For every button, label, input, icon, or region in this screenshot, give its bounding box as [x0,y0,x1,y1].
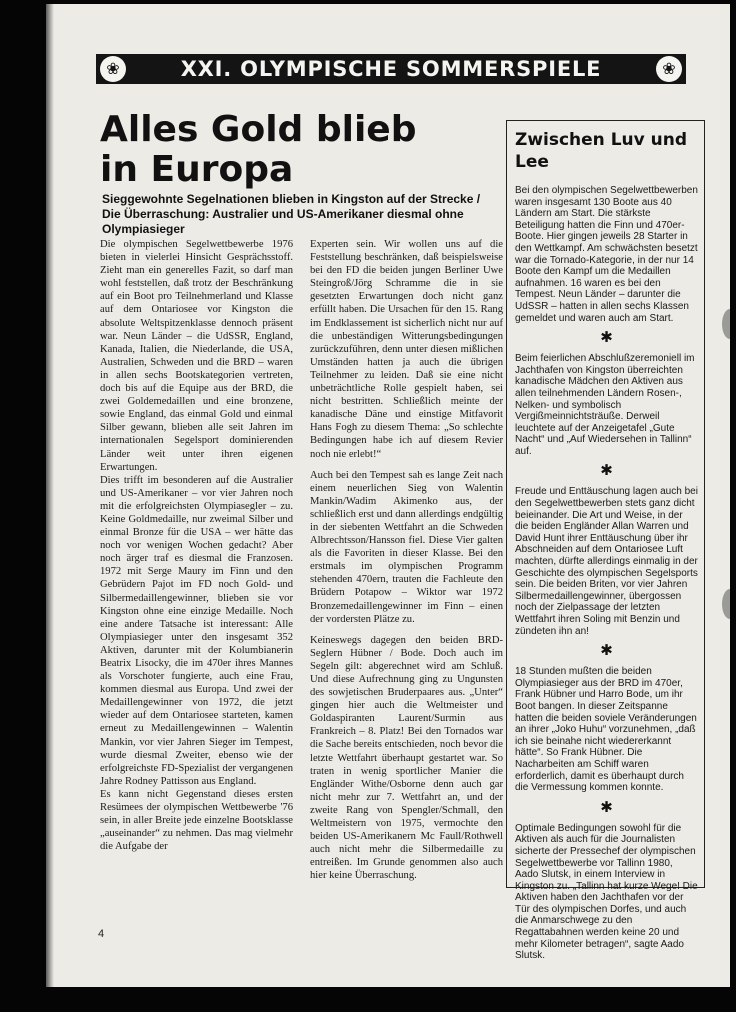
asterisk-separator: ✱ [600,797,613,816]
asterisk-separator: ✱ [600,461,613,480]
sidebar-title: Zwischen Luv und Lee [515,130,688,172]
article-subhead: Sieggewohnte Segelnationen blieben in Kingston auf der Strecke / Die Überraschung: Australier und US-Amerikaner diesmal ohne Olympiasieger [102,192,481,236]
binder-hole [722,589,730,619]
article-paragraph: Dies trifft im besonderen auf die Australier und US-Amerikaner – vor vier Jahren noch mit die erfolgreichsten Olympiasegler – zu. Keine Goldmedaille, nur zweimal Silber und einmal Bronze für die USA – wer hätte das noch vor wenigen Wochen gedacht? Aber noch ärger traf es diesmal die Franzosen. 1972 mit Serge Maury im Finn und den Gebrüdern Pajot im FD noch Gold- und Silbermedaillengewinner, blieben sie vor Kingston ohne eine einzige Medaille. Noch eine andere Tatsache ist interessant: Alle Olympiasieger unter den insgesamt 352 Aktiven, darunter mit der Kolumbianerin Beatrix Lisocky, die im 470er ihres Mannes als Vorschoter fungierte, auch eine Frau, kommen diesmal aus Europa. Und zwei der Medaillengewinner von 1972, die jetzt wieder auf dem Ontariosee starteten, kamen erneut zu Medaillengewinnen – Walentin Mankin, vor vier Jahren Sieger im Tempest, wurde diesmal Zweiter, ebenso wie der erfolgreichste FD-Spezialist der vergangenen Jahre Rodney Pattisson aus England. [100,474,293,787]
asterisk-separator: ✱ [600,328,613,347]
sidebar-paragraph: Beim feierlichen Abschlußzeremoniell im Jachthafen von Kingston überreichten kanadische Mädchen den Aktiven aus allen teilnehmenden Ländern Rosen-, Nelken- und symbolisch Vergißmeinnichtsträuße. Derweil leuchtete auf der Anzeigetafel „Gute Nacht“ und „Auf Wiedersehen in Tallinn“ auf. [515,353,695,457]
article-paragraph: Die olympischen Segelwettbewerbe 1976 bieten in vielerlei Hinsicht Gesprächsstoff. Zieht man ein generelles Fazit, so darf man wohl feststellen, daß trotz der Beschränkung auf ein Boot pro Teilnehmerland und Klasse auf dem Ontariosee vor Kingston die absolute Weltspitzenklasse dennoch präsent war. Neun Länder – die UdSSR, England, Kanada, Italien, die Niederlande, die USA, Australien, Schweden und die BRD – waren in allen sechs Bootskategorien vertreten, doch bis auf die Equipe aus der BRD, die zwei Goldemedaillen und eine bronzene, sowie England, das einmal Gold und einmal Silber gewann, blieben alle seit Jahren im internationalen Segelsport dominierenden Länder weit unter ihren eigenen Erwartungen. [100,239,293,473]
sidebar-box [506,120,705,962]
magazine-page [46,4,730,987]
article-paragraph: Auch bei den Tempest sah es lange Zeit nach einem neuerlichen Sieg von Walentin Mankin/Wadim Akimenko aus, der schließlich erst und dann allerdings endgültig in der siebenten Wettfahrt an die Schweden Albrechtsson/Hansson fiel. Diese Vier galten als die Favoriten in dieser Klasse. Bei den erstmals im olympischen Programm stehenden 470ern, trauten die Fachleute den Brüdern Potapow – Wiktor war 1972 Bronzemedaillengewinner im Finn – einen der vordersten Plätze zu. [310,469,503,625]
page-number: 4 [98,928,105,940]
sidebar-paragraph: Bei den olympischen Segelwettbewerben waren insgesamt 130 Boote aus 40 Ländern am Start. Die stärkste Beteiligung hatten die Finn und 470er-Boote. Hier gingen jeweils 28 Starter in den Wettkampf. Am schwächsten besetzt war die Tornado-Kategorie, in der nur 14 Boote den Kampf um die Medaillen aufnahmen. 16 waren es bei den Tempest. Neun Länder – darunter die UdSSR – hatten in allen sechs Klassen gemeldet und waren auch am Start. [515,185,698,324]
olympic-rings-icon: ❀ [656,56,682,82]
binder-hole [722,309,730,339]
article-paragraph: Es kann nicht Gegenstand dieses ersten Resümees der olympischen Wettbewerbe '76 sein, in aller Breite jede einzelne Bootsklasse „auseinander“ zu nehmen. Das mag vielmehr die Aufgabe der [100,788,293,853]
article-column-1 [100,238,293,853]
asterisk-separator: ✱ [600,641,613,660]
banner-title: XXI. OLYMPISCHE SOMMERSPIELE [180,57,602,81]
section-banner [96,54,686,84]
sidebar-paragraph: 18 Stunden mußten die beiden Olympiasieger aus der BRD im 470er, Frank Hübner und Harro Bode, um ihr Boot bangen. In dieser Zeitspanne hatten die beiden soviele Veränderungen an ihrer „Joko Huhu“ vorzunehmen, „daß ich sie beinahe nicht wiedererkannt hätte“. So Frank Hübner. Die Nacharbeiten am Schiff waren erforderlich, damit es überhaupt durch die Vermessung kommen konnte. [515,666,697,794]
article-headline: Alles Gold blieb in Europa [100,109,417,190]
olympic-rings-icon: ❀ [100,56,126,82]
article-column-2 [310,238,503,883]
article-paragraph: Keineswegs dagegen den beiden BRD-Seglern Hübner / Bode. Doch auch im Segeln gilt: abgerechnet wird am Schluß. Und diese Aufrechnung ging zu Ungunsten des sowjetischen Bruderpaares aus. „Unter“ gingen hier auch die Weltmeister und Goldaspiranten Laurent/Surmin aus Frankreich – 8. Platz! Bei den Tornados war die Sache bereits entschieden, noch bevor die letzte Wettfahrt überhaupt gestartet war. So traten in wenig sportlicher Manier die Engländer Withe/Osborne denn auch gar nicht mehr zur 7. Wettfahrt an, und der zweite Rang von Spengler/Schmall, den Weltmeistern von 1975, vermochte den beiden US-Amerikanern Mc Faull/Rothwell auch nicht mehr die Silbermedaille zu entreißen. Im Grunde genommen also auch hier keine Überraschung. [310,634,503,882]
sidebar-paragraph: Freude und Enttäuschung lagen auch bei den Segelwettbewerben stets ganz dicht beieinander. Die Art und Weise, in der die beiden Engländer Allan Warren und David Hunt ihrer Enttäuschung über ihr Abschneiden auf dem Ontariosee Luft machten, dürfte allerdings einmalig in der Geschichte des olympischen Segelsports sein. Die beiden Briten, vor vier Jahren Silbermedaillengewinner, übergossen noch der Zielpassage der letzten Wettfahrt ihren Soling mit Benzin und zündeten ihn an! [515,486,698,637]
sidebar-paragraph: Optimale Bedingungen sowohl für die Aktiven als auch für die Journalisten sicherte der Pressechef der olympischen Segelwettbewerbe vor Tallinn 1980, Aado Slutsk, in einem Interview in Kingston zu. „Tallinn hat kurze Wege! Die Aktiven haben den Jachthafen vor der Tür des olympischen Dorfes, und auch die Anmarschwege zu den Regattabahnen werden keine 20 und mehr Kilometer betragen“, sagte Aado Slutsk. [515,822,698,962]
page-gutter-shadow [46,4,54,987]
article-paragraph: Experten sein. Wir wollen uns auf die Feststellung beschränken, daß beispielsweise bei den FD die beiden jungen Berliner Uwe Steingroß/Jörg Schramme die in sie gesetzten Erwartungen doch nicht ganz erfüllt haben. Die Ursachen für den 15. Rang im Endklassement ist sicherlich nicht nur auf die unbeständigen Witterungsbedingungen zurückzuführen, denn unter diesen mißlichen Umständen hatten ja auch die übrigen Teilnehmer zu leiden. Daß sie eine nicht unbeträchtliche Rolle gespielt haben, sei nicht bestritten. Schließlich meinte der kanadische Däne und einstige Mitfavorit Hans Fogh zu diesem Thema: „So schlechte Bedingungen habe ich auf diesem Revier noch nie erlebt!“ [310,239,503,460]
